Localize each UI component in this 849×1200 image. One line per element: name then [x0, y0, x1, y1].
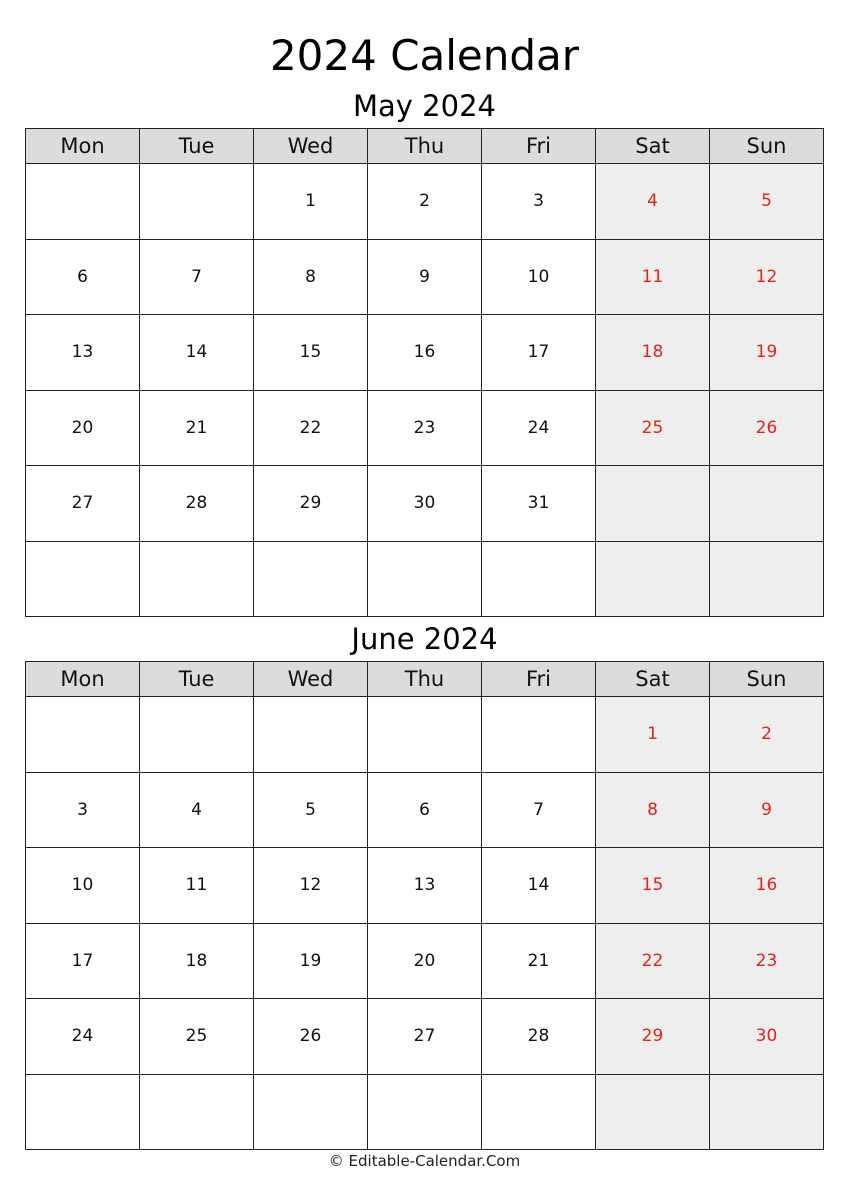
- day-cell: 20: [368, 923, 482, 999]
- day-cell: 3: [26, 772, 140, 848]
- week-row: [26, 390, 824, 466]
- day-cell: 4: [140, 772, 254, 848]
- week-row: [26, 923, 824, 999]
- weekday-header: Fri: [482, 129, 596, 164]
- footer-credit: © Editable-Calendar.Com: [328, 1152, 521, 1170]
- day-cell: 28: [140, 466, 254, 542]
- day-cell: 22: [596, 923, 710, 999]
- day-cell: 9: [710, 772, 824, 848]
- day-cell: 24: [26, 999, 140, 1075]
- week-row: [26, 239, 824, 315]
- day-cell: 27: [26, 466, 140, 542]
- day-cell: 3: [482, 164, 596, 240]
- day-cell: 14: [482, 848, 596, 924]
- day-cell: [710, 1074, 824, 1150]
- day-cell: 1: [254, 164, 368, 240]
- day-cell: 7: [482, 772, 596, 848]
- day-cell: [26, 697, 140, 773]
- day-cell: [596, 466, 710, 542]
- month-title-may: May 2024: [353, 89, 496, 123]
- day-cell: 31: [482, 466, 596, 542]
- day-cell: 24: [482, 390, 596, 466]
- day-cell: 20: [26, 390, 140, 466]
- weekday-header: Tue: [140, 662, 254, 697]
- day-cell: 27: [368, 999, 482, 1075]
- day-cell: [368, 541, 482, 617]
- day-cell: 30: [710, 999, 824, 1075]
- day-cell: 29: [596, 999, 710, 1075]
- day-cell: 7: [140, 239, 254, 315]
- day-cell: [26, 541, 140, 617]
- day-cell: [368, 697, 482, 773]
- day-cell: [710, 541, 824, 617]
- day-cell: [140, 1074, 254, 1150]
- week-row: [26, 466, 824, 542]
- day-cell: 12: [254, 848, 368, 924]
- day-cell: 21: [140, 390, 254, 466]
- weekday-header: Fri: [482, 662, 596, 697]
- month-title-june: June 2024: [351, 622, 498, 656]
- page-title: 2024 Calendar: [269, 31, 580, 80]
- day-cell: 9: [368, 239, 482, 315]
- day-cell: [368, 1074, 482, 1150]
- day-cell: 5: [710, 164, 824, 240]
- weekday-header: Mon: [26, 662, 140, 697]
- weekday-header: Mon: [26, 129, 140, 164]
- day-cell: 26: [710, 390, 824, 466]
- day-cell: [596, 541, 710, 617]
- weekday-header: Sun: [710, 129, 824, 164]
- weekday-header-row: [26, 129, 824, 164]
- day-cell: 29: [254, 466, 368, 542]
- calendar-june: [25, 661, 824, 1150]
- day-cell: 6: [26, 239, 140, 315]
- day-cell: 11: [596, 239, 710, 315]
- day-cell: [140, 697, 254, 773]
- day-cell: 2: [368, 164, 482, 240]
- weekday-header: Wed: [254, 662, 368, 697]
- week-row: [26, 697, 824, 773]
- day-cell: [710, 466, 824, 542]
- day-cell: [140, 164, 254, 240]
- weekday-header-row: [26, 662, 824, 697]
- day-cell: 23: [710, 923, 824, 999]
- week-row: [26, 772, 824, 848]
- day-cell: [482, 1074, 596, 1150]
- day-cell: 16: [710, 848, 824, 924]
- day-cell: 10: [26, 848, 140, 924]
- week-row: [26, 164, 824, 240]
- day-cell: 19: [710, 315, 824, 391]
- day-cell: 13: [368, 848, 482, 924]
- day-cell: 14: [140, 315, 254, 391]
- day-cell: 6: [368, 772, 482, 848]
- day-cell: [254, 697, 368, 773]
- weekday-header: Thu: [368, 129, 482, 164]
- day-cell: 16: [368, 315, 482, 391]
- weekday-header: Tue: [140, 129, 254, 164]
- weekday-header: Sat: [596, 662, 710, 697]
- day-cell: 1: [596, 697, 710, 773]
- weekday-header: Thu: [368, 662, 482, 697]
- day-cell: 15: [254, 315, 368, 391]
- day-cell: 4: [596, 164, 710, 240]
- day-cell: 18: [140, 923, 254, 999]
- day-cell: [26, 164, 140, 240]
- day-cell: 8: [254, 239, 368, 315]
- weekday-header: Sun: [710, 662, 824, 697]
- day-cell: 18: [596, 315, 710, 391]
- week-row: [26, 848, 824, 924]
- day-cell: 30: [368, 466, 482, 542]
- day-cell: 8: [596, 772, 710, 848]
- week-row: [26, 1074, 824, 1150]
- day-cell: 15: [596, 848, 710, 924]
- week-row: [26, 541, 824, 617]
- week-row: [26, 315, 824, 391]
- day-cell: [254, 1074, 368, 1150]
- day-cell: [26, 1074, 140, 1150]
- day-cell: 11: [140, 848, 254, 924]
- weekday-header: Wed: [254, 129, 368, 164]
- day-cell: 13: [26, 315, 140, 391]
- day-cell: 2: [710, 697, 824, 773]
- day-cell: 23: [368, 390, 482, 466]
- day-cell: [596, 1074, 710, 1150]
- calendar-may: [25, 128, 824, 617]
- day-cell: 17: [26, 923, 140, 999]
- day-cell: [254, 541, 368, 617]
- day-cell: [140, 541, 254, 617]
- day-cell: 17: [482, 315, 596, 391]
- day-cell: 26: [254, 999, 368, 1075]
- day-cell: [482, 697, 596, 773]
- day-cell: 22: [254, 390, 368, 466]
- day-cell: [482, 541, 596, 617]
- day-cell: 25: [596, 390, 710, 466]
- day-cell: 21: [482, 923, 596, 999]
- weekday-header: Sat: [596, 129, 710, 164]
- day-cell: 28: [482, 999, 596, 1075]
- week-row: [26, 999, 824, 1075]
- day-cell: 25: [140, 999, 254, 1075]
- day-cell: 19: [254, 923, 368, 999]
- day-cell: 5: [254, 772, 368, 848]
- day-cell: 12: [710, 239, 824, 315]
- day-cell: 10: [482, 239, 596, 315]
